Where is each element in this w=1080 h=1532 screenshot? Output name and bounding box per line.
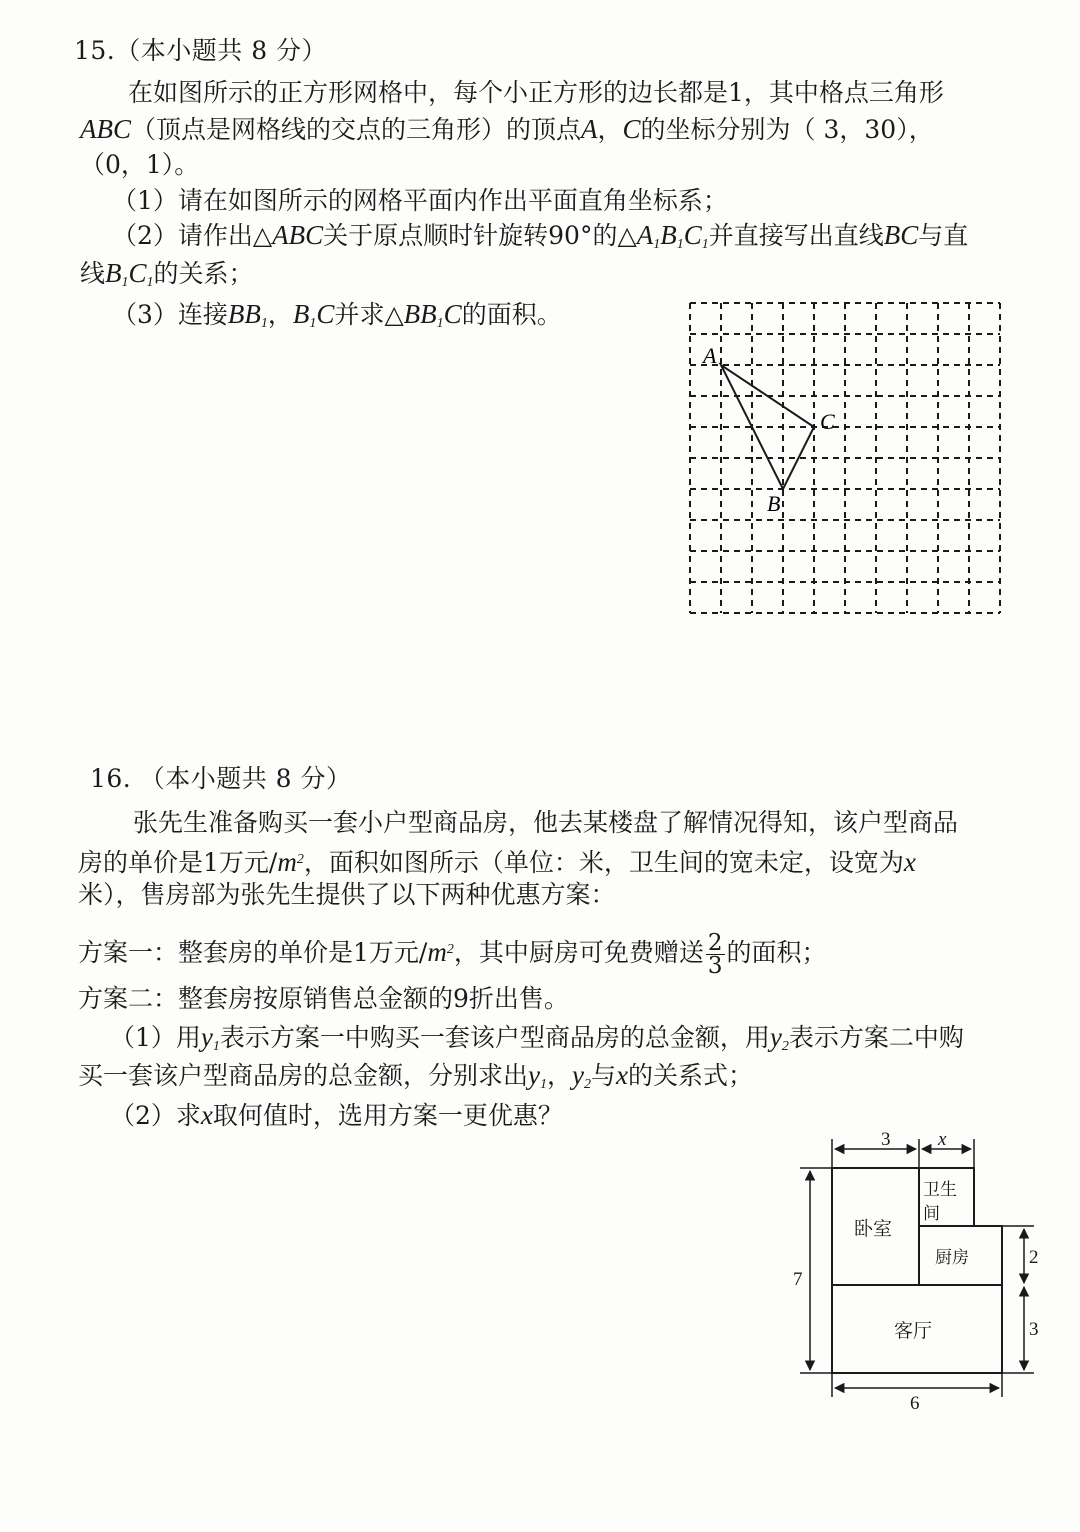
q16-part1-text3: 表示方案二中购 (788, 1023, 964, 1052)
q16-part1-comma: ， (547, 1061, 573, 1090)
q16-var-y1b: $y_1$ (528, 1060, 547, 1092)
q15-intro-line1: 在如图所示的正方形网格中，每个小正方形的边长都是1，其中格点三角形 (128, 78, 944, 107)
q15-part2-text6: 的关系； (153, 259, 254, 288)
q16-part2-text: （2）求 (110, 1101, 201, 1130)
label-bedroom: 卧室 (854, 1219, 893, 1240)
q15-intro-comma: ， (597, 115, 623, 144)
q16-var-x: x (903, 847, 916, 877)
q15-part3-comma: ， (267, 300, 293, 329)
q16-intro-line2 (78, 843, 916, 880)
fraction-two-thirds (706, 932, 725, 977)
q15-part1: （1）请在如图所示的网格平面内作出平面直角坐标系； (112, 186, 728, 215)
q16-plan1 (78, 925, 827, 978)
label-a: A (703, 343, 717, 368)
q16-title: 16. （本小题共 8 分） (90, 764, 352, 793)
q15-part3-text2: 并求△ (334, 300, 404, 329)
dim-label-right-3: 3 (1029, 1319, 1039, 1340)
q16-part1-text6: 的关系式； (628, 1061, 754, 1090)
q15-part2-text3: 并直接写出直线 (708, 221, 884, 250)
label-b: B (767, 491, 781, 516)
q16-part2 (110, 1098, 563, 1133)
q16-part1-text: （1）用 (110, 1023, 201, 1052)
label-bathroom-line1: 卫生 (923, 1180, 957, 1199)
q16-intro-area: ，面积如图所示（单位：米，卫生间的宽未定，设宽为 (303, 848, 904, 877)
q16-var-xb: x (616, 1060, 628, 1090)
q15-title: 15.（本小题共 8 分） (74, 36, 328, 65)
q15-var-abc: ABC (80, 114, 131, 144)
q15-part2-text: （2）请作出△ (112, 221, 273, 250)
q16-plan1-text3: 的面积； (726, 938, 827, 967)
q15-part2-line2 (80, 256, 254, 300)
q16-part1-text5: 与 (591, 1061, 617, 1090)
q15-part2-text2: 关于原点顺时针旋转90°的△ (323, 221, 637, 250)
dim-label-left-7: 7 (793, 1269, 803, 1290)
q16-var-xc: x (200, 1100, 213, 1130)
q15-part2-b1c1: $B_1C_1$ (105, 258, 154, 290)
label-kitchen: 厨房 (935, 1248, 969, 1267)
q16-var-y2b: $y_2$ (572, 1060, 591, 1092)
q16-part1-text4: 买一套该户型商品房的总金额，分别求出 (78, 1061, 529, 1090)
q16-plan1-text2: ，其中厨房可免费赠送 (453, 938, 704, 967)
floor-plan-figure (780, 1125, 1050, 1425)
q16-part1-text2: 表示方案一中购买一套该户型商品房的总金额，用 (219, 1023, 770, 1052)
q16-intro-line3: 米），售房部为张先生提供了以下两种优惠方案： (78, 880, 616, 909)
q15-var-a: A (581, 114, 598, 144)
q16-plan2: 方案二：整套房按原销售总金额的9折出售。 (78, 984, 569, 1013)
label-living-room: 客厅 (894, 1321, 933, 1342)
grid-lines (690, 303, 1000, 613)
q15-var-c: C (622, 114, 641, 144)
q15-intro-text: （顶点是网格线的交点的三角形）的顶点 (131, 115, 582, 144)
q15-part2-text5: 线 (80, 259, 106, 288)
q15-intro-coords: 的坐标分别为（ 3，30）， (640, 115, 934, 144)
q16-plan1-text: 方案一：整套房的单价是1万元/ (78, 938, 428, 967)
label-bathroom-line2: 间 (923, 1204, 940, 1223)
q16-var-y2: $y_2$ (769, 1022, 789, 1054)
dim-label-right-2: 2 (1029, 1247, 1039, 1268)
dim-label-top-3: 3 (881, 1129, 891, 1150)
q15-part2-bc: BC (883, 220, 919, 250)
dim-label-bottom-6: 6 (910, 1393, 920, 1414)
q15-part3 (112, 297, 562, 341)
q16-part1-line2 (78, 1058, 753, 1102)
fraction-denominator: 3 (707, 953, 723, 979)
q16-plan1-m2: $m^2$ (427, 937, 454, 967)
q15-intro-line3: （0，1）。 (80, 150, 200, 179)
q16-unit-m2: $m^2$ (277, 847, 304, 877)
q15-part3-bb1: $BB_1$ (227, 299, 268, 331)
q16-intro-price: 房的单价是1万元/ (78, 848, 278, 877)
label-c: C (820, 409, 835, 434)
q15-part2-a1b1c1: $A_1B_1C_1$ (636, 220, 709, 252)
q15-part2-text4: 与直 (918, 221, 969, 250)
fraction-numerator: 2 (707, 930, 723, 956)
q16-var-y1: $y_1$ (200, 1022, 220, 1054)
dim-label-top-x: x (938, 1129, 947, 1150)
q16-intro-line1: 张先生准备购买一套小户型商品房，他去某楼盘了解情况得知，该户型商品 (133, 808, 959, 837)
q15-part2-abc: ABC (272, 220, 324, 250)
square-grid-figure (680, 295, 1010, 620)
q15-part3-bb1c: $BB_1C$ (403, 299, 462, 331)
q15-intro-line2 (80, 112, 934, 147)
q15-part3-text: （3）连接 (112, 300, 228, 329)
q15-part3-text3: 的面积。 (461, 300, 562, 329)
q16-part2-text2: 取何值时，选用方案一更优惠？ (212, 1101, 563, 1130)
q15-part3-b1c: $B_1C$ (292, 299, 335, 331)
